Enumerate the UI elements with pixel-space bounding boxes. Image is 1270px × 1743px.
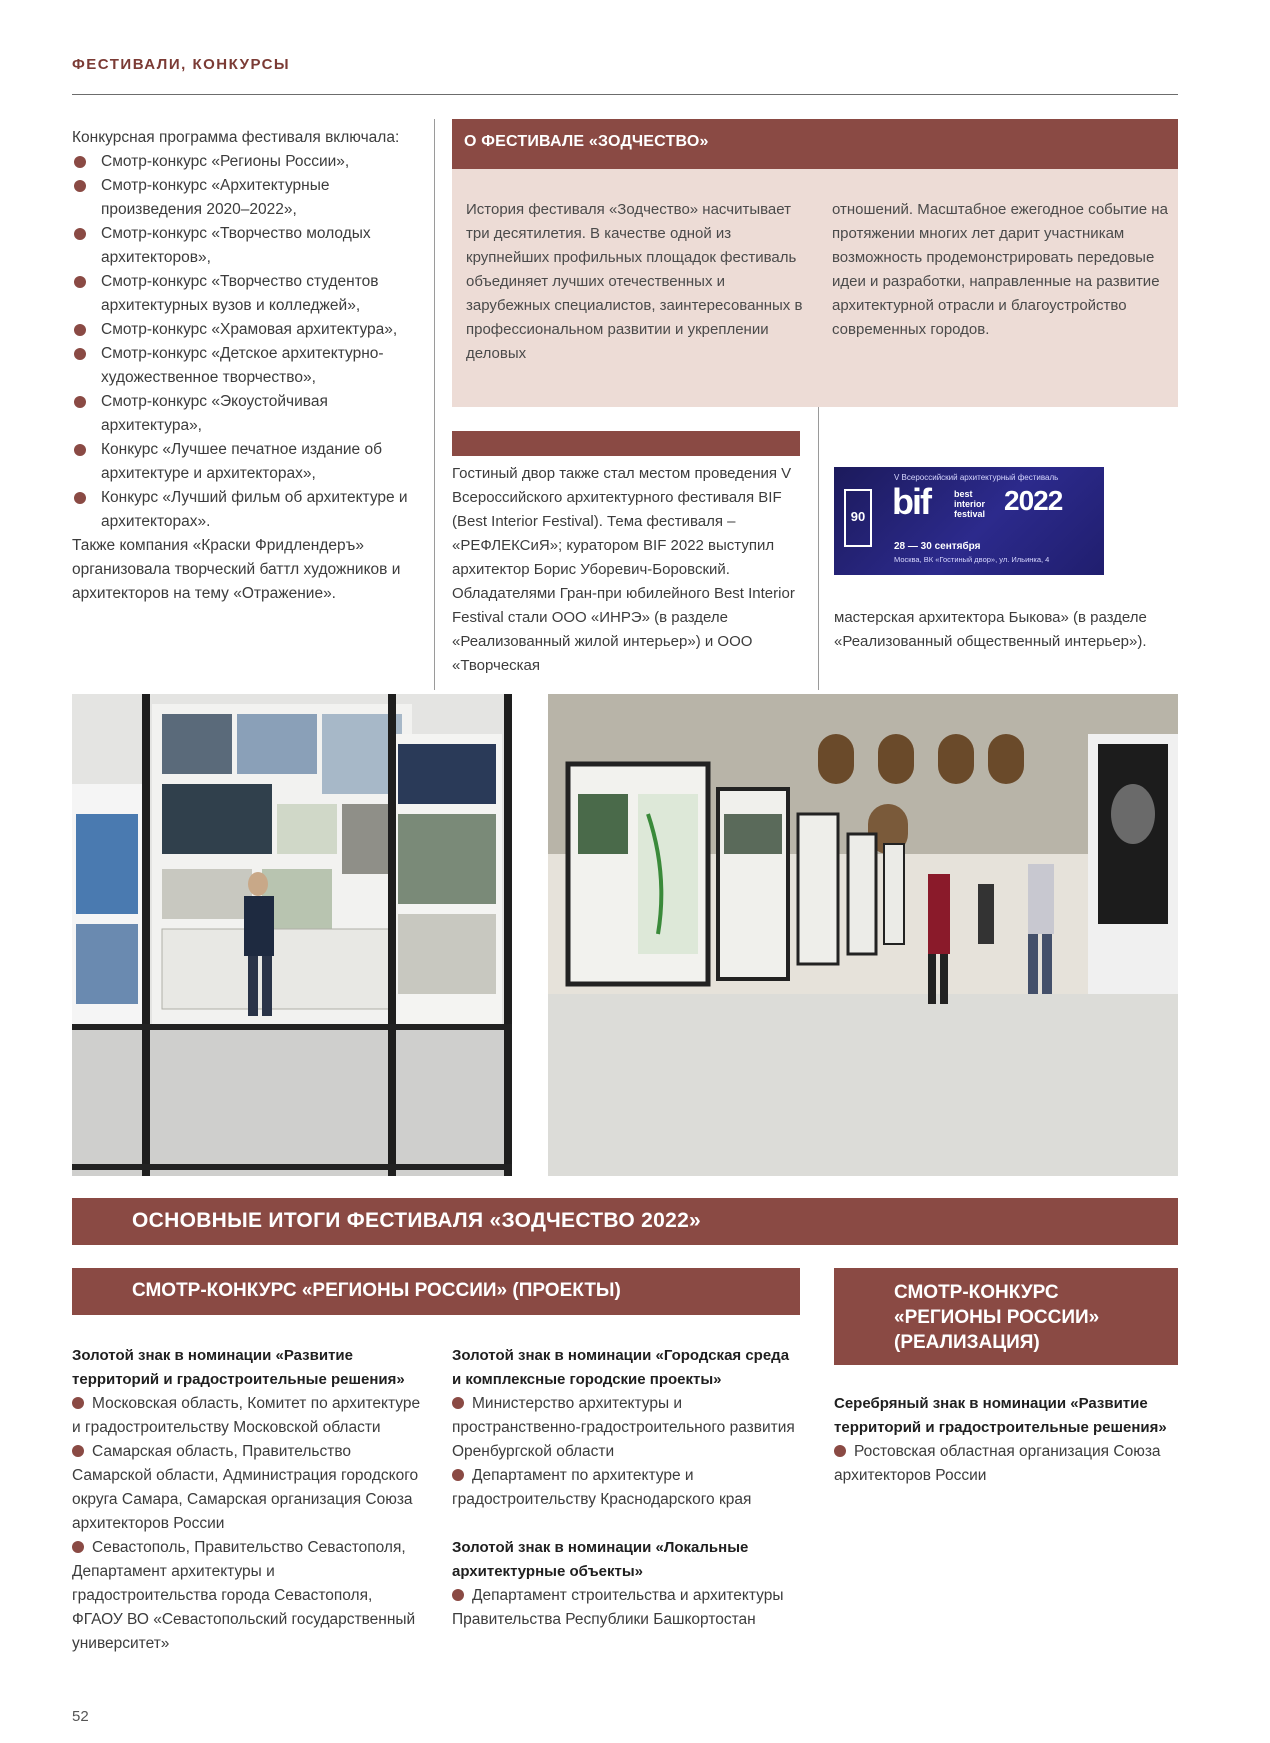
- bullet-icon: [452, 1589, 464, 1601]
- top-divider: [72, 94, 1178, 95]
- projects-title: СМОТР-КОНКУРС «РЕГИОНЫ РОССИИ» (ПРОЕКТЫ): [72, 1268, 800, 1315]
- bif-text: Гостиный двор также стал местом проведения V Всероссийского архитектурного фестиваля BIF (Best Interior Festival). Тема фестиваля – «РЕФЛЕКСиЯ»; куратором BIF 2022 выступил архитектор Борис Уборевич-Боровский. Обладателями Гран-при юбилейного Best Interior Festival стали ООО «ИНРЭ» (в разделе «Реализованный жилой интерьер») и ООО «Творческая: [452, 465, 795, 674]
- column-divider-right: [818, 407, 819, 690]
- nomination-1: [72, 1344, 422, 1656]
- bullet-icon: [72, 1541, 84, 1553]
- bif-poster-top-line: V Всероссийский архитектурный фестиваль: [894, 473, 1059, 482]
- nomination-4: [834, 1392, 1178, 1488]
- list-item: Департамент строительства и архитектуры Правительства Республики Башкортостан: [452, 1587, 784, 1628]
- nomination-title: Золотой знак в номинации «Локальные архитектурные объекты»: [452, 1539, 749, 1580]
- list-item: Конкурс «Лучшее печатное издание об архитектуре и архитекторах»,: [72, 438, 422, 486]
- list-item: Смотр-конкурс «Храмовая архитектура»,: [72, 318, 422, 342]
- list-item: Самарская область, Правительство Самарской области, Администрация городского округа Самара, Самарская организация Союза архитекторов России: [72, 1443, 419, 1532]
- list-item: Московская область, Комитет по архитектуре и градостроительству Московской области: [72, 1395, 421, 1436]
- list-item: Конкурс «Лучший фильм об архитектуре и архитекторах».: [72, 486, 422, 534]
- bullet-icon: [72, 1397, 84, 1409]
- about-festival-title: О ФЕСТИВАЛЕ «ЗОДЧЕСТВО»: [452, 119, 1178, 169]
- list-item: Смотр-конкурс «Творчество студентов архитектурных вузов и колледжей»,: [72, 270, 422, 318]
- nomination-title: Золотой знак в номинации «Городская среда и комплексные городские проекты»: [452, 1347, 790, 1388]
- results-title: ОСНОВНЫЕ ИТОГИ ФЕСТИВАЛЯ «ЗОДЧЕСТВО 2022»: [72, 1198, 1178, 1245]
- bullet-icon: [452, 1397, 464, 1409]
- competition-list: [72, 126, 422, 606]
- list-item: Департамент по архитектуре и градостроительству Краснодарского края: [452, 1467, 752, 1508]
- list-item: Смотр-конкурс «Архитектурные произведения 2020–2022»,: [72, 174, 422, 222]
- section-label: ФЕСТИВАЛИ, КОНКУРСЫ: [72, 56, 291, 73]
- list-item: Министерство архитектуры и пространственно-градостроительного развития Оренбургской области: [452, 1395, 795, 1460]
- about-text-col2: отношений. Масштабное ежегодное событие на протяжении многих лет дарит участникам возможность продемонстрировать передовые идеи и разработки, направленные на развитие архитектурной отрасли и благоустройство современных городов.: [832, 201, 1168, 338]
- bif-poster-year: 2022: [1004, 485, 1063, 516]
- list-item: Смотр-конкурс «Экоустойчивая архитектура»,: [72, 390, 422, 438]
- bullet-icon: [452, 1469, 464, 1481]
- list-item: Смотр-конкурс «Творчество молодых архитекторов»,: [72, 222, 422, 270]
- bif-poster-badge: 90: [844, 489, 872, 547]
- competition-items: [72, 150, 422, 534]
- nomination-title: Золотой знак в номинации «Развитие территорий и градостроительные решения»: [72, 1347, 405, 1388]
- exhibition-photo-left-image: [72, 694, 512, 1176]
- list-item: Смотр-конкурс «Регионы России»,: [72, 150, 422, 174]
- exhibition-photo-right-image: [548, 694, 1178, 1176]
- bif-poster-dates: 28 — 30 сентября: [894, 541, 981, 552]
- exhibition-photo-right: [548, 694, 1178, 1176]
- about-text-col1: История фестиваля «Зодчество» насчитывает три десятилетия. В качестве одной из крупнейших профильных площадок фестиваль объединяет лучших отечественных и зарубежных специалистов, заинтересованных в профессиональном развитии и укреплении деловых: [466, 201, 803, 362]
- list-item: Севастополь, Правительство Севастополя, Департамент архитектуры и градостроительства города Севастополя, ФГАОУ ВО «Севастопольский государственный университет»: [72, 1539, 416, 1652]
- bif-poster-place: Москва, ВК «Гостиный двор», ул. Ильинка, 4: [894, 555, 1050, 564]
- bif-poster-logo: bif: [892, 481, 930, 522]
- bif-poster-logo-small: best interior festival: [954, 489, 986, 519]
- bullet-icon: [72, 1445, 84, 1457]
- competition-intro: Конкурсная программа фестиваля включала:: [72, 129, 400, 146]
- bif-poster: [834, 467, 1104, 575]
- nomination-3: [452, 1536, 802, 1632]
- exhibition-photo-left: [72, 694, 512, 1176]
- nomination-title: Серебряный знак в номинации «Развитие территорий и градостроительные решения»: [834, 1395, 1167, 1436]
- list-item: Ростовская областная организация Союза архитекторов России: [834, 1443, 1161, 1484]
- competition-outro: Также компания «Краски Фридлендеръ» организовала творческий баттл художников и архитекторов на тему «Отражение».: [72, 537, 401, 602]
- realization-title: СМОТР-КОНКУРС «РЕГИОНЫ РОССИИ» (РЕАЛИЗАЦИЯ): [834, 1268, 1178, 1365]
- page-number: 52: [72, 1708, 89, 1725]
- nomination-2: [452, 1344, 802, 1512]
- column-divider-left: [434, 119, 435, 690]
- bif-accent-bar: [452, 431, 800, 456]
- bullet-icon: [834, 1445, 846, 1457]
- list-item: Смотр-конкурс «Детское архитектурно-художественное творчество»,: [72, 342, 422, 390]
- bif-text-continued: мастерская архитектора Быкова» (в разделе «Реализованный общественный интерьер»).: [834, 609, 1147, 650]
